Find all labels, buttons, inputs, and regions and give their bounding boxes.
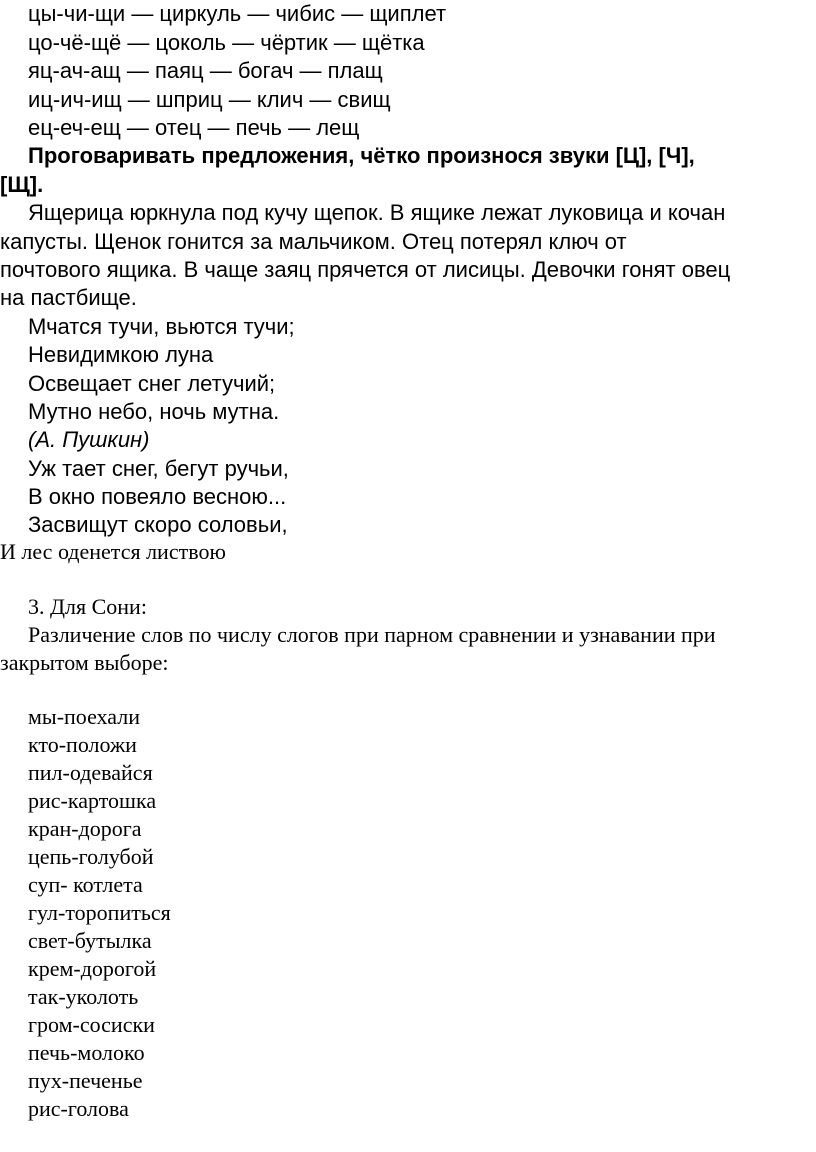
syllable-line: яц-ач-ащ — паяц — богач — плащ bbox=[28, 58, 383, 83]
word-pair-item: мы-поехали bbox=[28, 704, 140, 729]
syllable-line: цо-чё-щё — цоколь — чёртик — щётка bbox=[28, 30, 425, 55]
word-pair-item: крем-дорогой bbox=[28, 956, 157, 981]
word-pair-item: так-уколоть bbox=[28, 984, 139, 1009]
poem-line: Мутно небо, ночь мутна. bbox=[28, 399, 280, 424]
sentence-line: на пастбище. bbox=[0, 285, 137, 310]
syllable-line: иц-ич-ищ — шприц — клич — свищ bbox=[28, 87, 391, 112]
section-description: Различение слов по числу слогов при парном сравнении и узнавании при bbox=[28, 622, 716, 647]
word-pair-item: цепь-голубой bbox=[28, 844, 154, 869]
word-pair-item: рис-голова bbox=[28, 1096, 129, 1121]
word-pair-item: кто-положи bbox=[28, 732, 137, 757]
poem-line: В окно повеяло весною... bbox=[28, 484, 287, 509]
word-pair-item: суп- котлета bbox=[28, 872, 143, 897]
poem-line: И лес оденется листвою bbox=[0, 539, 226, 564]
section-description: закрытом выборе: bbox=[0, 650, 169, 675]
syllable-line: ец-еч-ещ — отец — печь — лещ bbox=[28, 115, 360, 140]
syllable-line: цы-чи-щи — циркуль — чибис — щиплет bbox=[28, 1, 447, 26]
section-title: 3. Для Сони: bbox=[28, 594, 147, 619]
sentence-line: почтового ящика. В чаще заяц прячется от лисицы. Девочки гонят овец bbox=[0, 257, 731, 282]
word-pair-item: рис-картошка bbox=[28, 788, 157, 813]
word-pair-item: пух-печенье bbox=[28, 1068, 143, 1093]
poem-line: Засвищут скоро соловьи, bbox=[28, 512, 288, 537]
word-pair-item: гул-торопиться bbox=[28, 900, 171, 925]
word-pair-item: печь-молоко bbox=[28, 1040, 145, 1065]
word-pair-item: гром-сосиски bbox=[28, 1012, 155, 1037]
sentence-line: Ящерица юркнула под кучу щепок. В ящике лежат луковица и кочан bbox=[28, 200, 726, 225]
word-pair-item: свет-бутылка bbox=[28, 928, 152, 953]
word-pair-item: пил-одевайся bbox=[28, 760, 153, 785]
poem-line: Уж тает снег, бегут ручьи, bbox=[28, 456, 289, 481]
task-heading-line1: Проговаривать предложения, чётко произнося звуки [Ц], [Ч], bbox=[28, 143, 695, 168]
sentence-line: капусты. Щенок гонится за мальчиком. Отец потерял ключ от bbox=[0, 229, 627, 254]
poem-line: Мчатся тучи, вьются тучи; bbox=[28, 314, 295, 339]
word-pair-item: кран-дорога bbox=[28, 816, 142, 841]
poem-line: Невидимкою луна bbox=[28, 342, 214, 367]
poem-author: (А. Пушкин) bbox=[28, 427, 150, 452]
poem-line: Освещает снег летучий; bbox=[28, 371, 276, 396]
task-heading-line2: [Щ]. bbox=[0, 172, 44, 197]
